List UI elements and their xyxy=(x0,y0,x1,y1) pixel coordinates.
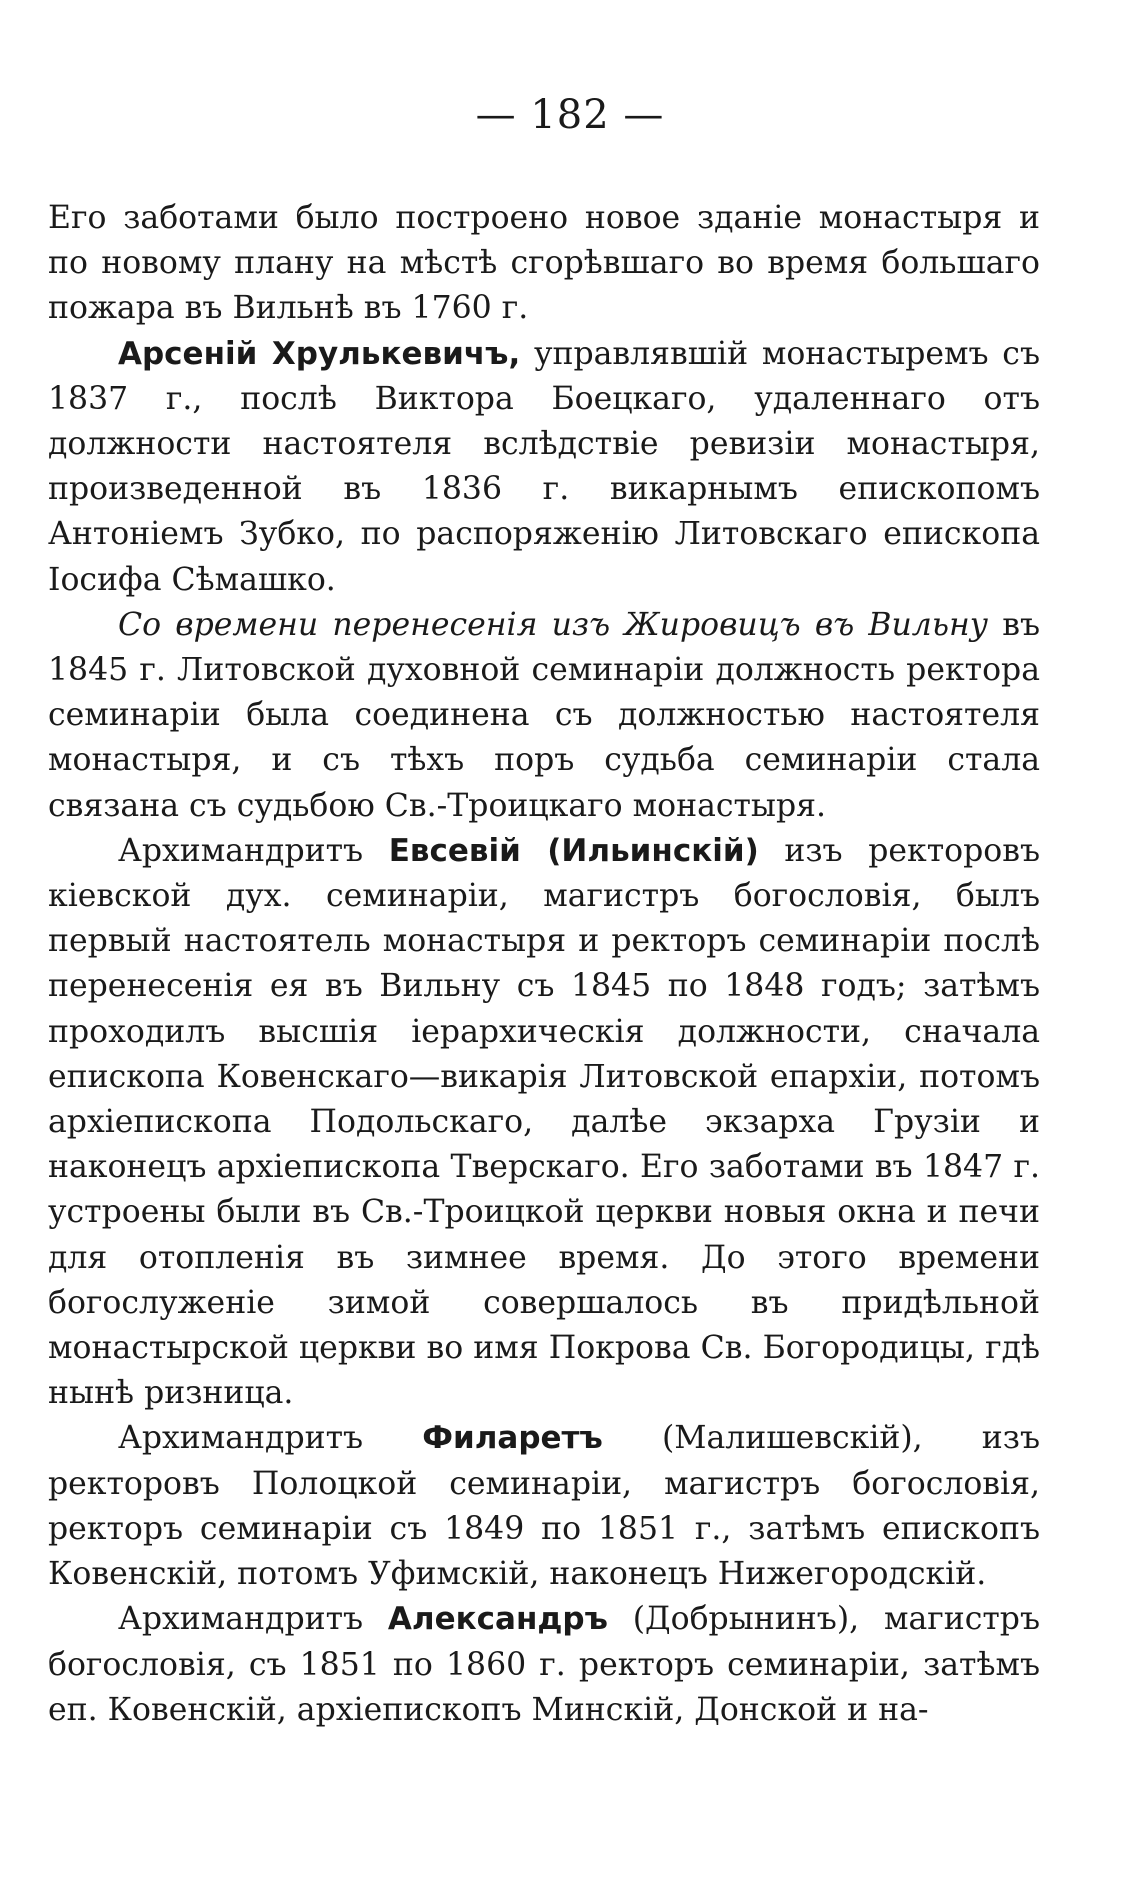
paragraph-text: Его заботами было построено новое зданіе монастыря и по новому плану на мѣстѣ сгорѣвшаго во время большаго пожара въ Вильнѣ въ 1760 г. xyxy=(48,200,1040,327)
paragraph-text: въ 1845 г. Литовской духовной семинаріи должность ректора семинаріи была соединена съ должностью настоятеля монастыря, и съ тѣхъ поръ судьба семинаріи стала связана съ судьбою Св.-Троицкаго монастыря. xyxy=(48,606,1040,824)
paragraph-2 xyxy=(48,332,1040,603)
title-prefix: Архимандритъ xyxy=(118,832,389,869)
paragraph-4 xyxy=(48,829,1040,1417)
page-number: — 182 — xyxy=(475,92,665,138)
paragraph-3 xyxy=(48,603,1040,829)
person-name-arseniy: Арсеній Хрулькевичъ, xyxy=(118,335,521,372)
body-text xyxy=(48,196,1040,1733)
person-name-evseviy: Евсевій (Ильинскій) xyxy=(388,832,759,869)
person-name-filaret: Филаретъ xyxy=(422,1420,603,1457)
paragraph-text: (Добрынинъ), магистръ богословія, съ 1851 по 1860 г. ректоръ семинаріи, затѣмъ еп. Ковенскій, архіепископъ Минскій, Донской и на- xyxy=(48,1601,1040,1728)
paragraph-1 xyxy=(48,196,1040,332)
italic-phrase: Со времени перенесенія изъ Жировицъ въ Вильну xyxy=(118,606,989,643)
paragraph-5 xyxy=(48,1416,1040,1597)
paragraph-6 xyxy=(48,1597,1040,1733)
paragraph-text: (Малишевскій), изъ ректоровъ Полоцкой семинаріи, магистръ богословія, ректоръ семинаріи съ 1849 по 1851 г., затѣмъ епископъ Ковенскій, потомъ Уфимскій, наконецъ Нижегородскій. xyxy=(48,1420,1041,1593)
paragraph-text: управлявшій монастыремъ съ 1837 г., послѣ Виктора Боецкаго, удаленнаго отъ должности настоятеля вслѣдствіе ревизіи монастыря, произведенной въ 1836 г. викарнымъ епископомъ Антоніемъ Зубко, по распоряженію Литовскаго епископа Іосифа Сѣмашко. xyxy=(48,335,1040,598)
title-prefix: Архимандритъ xyxy=(118,1601,388,1638)
person-name-aleksandr: Александръ xyxy=(387,1601,608,1638)
title-prefix: Архимандритъ xyxy=(118,1420,423,1457)
paragraph-text: изъ ректоровъ кіевской дух. семинаріи, магистръ богословія, былъ первый настоятель монастыря и ректоръ семинаріи послѣ перенесенія ея въ Вильну съ 1845 по 1848 годъ; затѣмъ проходилъ высшія іерархическія должности, сначала епископа Ковенскаго—викарія Литовской епархіи, потомъ архіепископа Подольскаго, далѣе экзарха Грузіи и наконецъ архіепископа Тверскаго. Его заботами въ 1847 г. устроены были въ Св.-Троицкой церкви новыя окна и печи для отопленія въ зимнее время. До этого времени богослуженіе зимой совершалось въ придѣльной монастырской церкви во имя Покрова Св. Богородицы, гдѣ нынѣ ризница. xyxy=(48,832,1040,1412)
